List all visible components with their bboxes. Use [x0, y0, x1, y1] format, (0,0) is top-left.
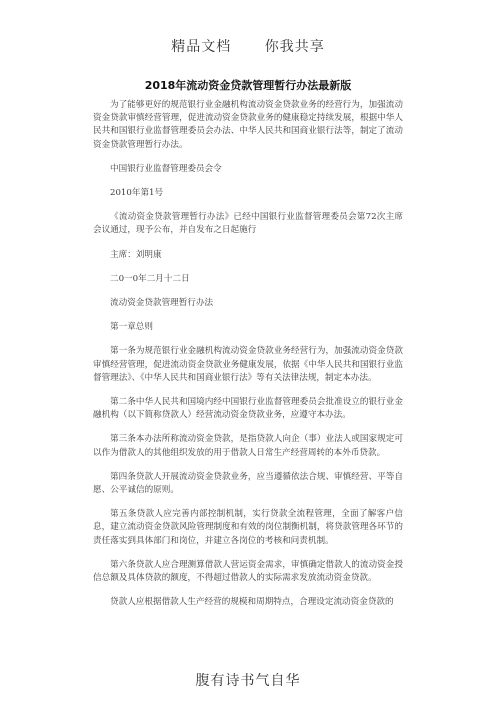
- regulation-title: 流动资金贷款管理暂行办法: [110, 298, 214, 309]
- article-5: 第五条贷款人应完善内部控制机制，实行贷款全流程管理，全面了解客户信息，建立流动资金贷款风险管理制度和有效的岗位制衡机制，将贷款管理各环节的责任落实到具体部门和岗位，并建立各岗位的考核和问责机制。: [93, 509, 403, 546]
- chapter-heading: 第一章总则: [110, 322, 153, 333]
- article-3: 第三条本办法所称流动资金贷款，是指贷款人向企（事）业法人或国家规定可以作为借款人的其他组织发放的用于借款人日常生产经营周转的本外币贷款。: [93, 434, 403, 458]
- article-4: 第四条贷款人开展流动资金贷款业务，应当遵循依法合规、审慎经营、平等自愿、公平诚信的原则。: [93, 471, 403, 496]
- order-name: 中国银行业监督管理委员会令: [110, 163, 222, 174]
- header-right-text: 你我共享: [264, 39, 325, 55]
- header-left-text: 精品文档: [171, 39, 232, 55]
- article-1: 第一条为规范银行业金融机构流动资金贷款业务经营行为，加强流动资金贷款审慎经营管理，促进流动资金贷款业务健康发展，依据《中华人民共和国银行业监督管理法》、《中华人民共和国商业银行法》等有关法律法规，制定本办法。: [93, 346, 403, 383]
- article-2: 第二条中华人民共和国境内经中国银行业监督管理委员会批准设立的银行业金融机构（以下简称贷款人）经营流动资金贷款业务，应遵守本办法。: [93, 397, 403, 421]
- document-body: [93, 99, 403, 620]
- chairman-line: 主席：刘明康: [110, 249, 162, 260]
- document-title: 2018年流动资金贷款管理暂行办法最新版: [144, 79, 352, 92]
- date-line: 二0一0年二月十二日: [110, 273, 190, 284]
- article-6-continued: 贷款人应根据借款人生产经营的规模和周期特点，合理设定流动资金贷款的: [110, 597, 394, 608]
- page-footer: 腹有诗书气自华: [195, 673, 301, 689]
- intro-paragraph: 为了能够更好的规范银行业金融机构流动资金贷款业务的经营行为，加强流动资金贷款审慎经营管理，促进流动资金贷款业务的健康稳定持续发展，根据中华人民共和国银行业监督管理委员会办法、中华人民共和国商业银行法等，制定了流动资金贷款管理暂行办法。: [93, 100, 403, 150]
- page-header: [0, 36, 496, 56]
- order-number: 2010年第1号: [110, 188, 164, 199]
- promulgation-paragraph: 《流动资金贷款管理暂行办法》已经中国银行业监督管理委员会第72次主席会议通过，现予公布，并自发布之日起施行: [93, 212, 403, 236]
- article-6: 第六条贷款人应合理测算借款人营运资金需求，审慎确定借款人的流动资金授信总额及具体贷款的额度，不得超过借款人的实际需求发放流动资金贷款。: [93, 559, 403, 584]
